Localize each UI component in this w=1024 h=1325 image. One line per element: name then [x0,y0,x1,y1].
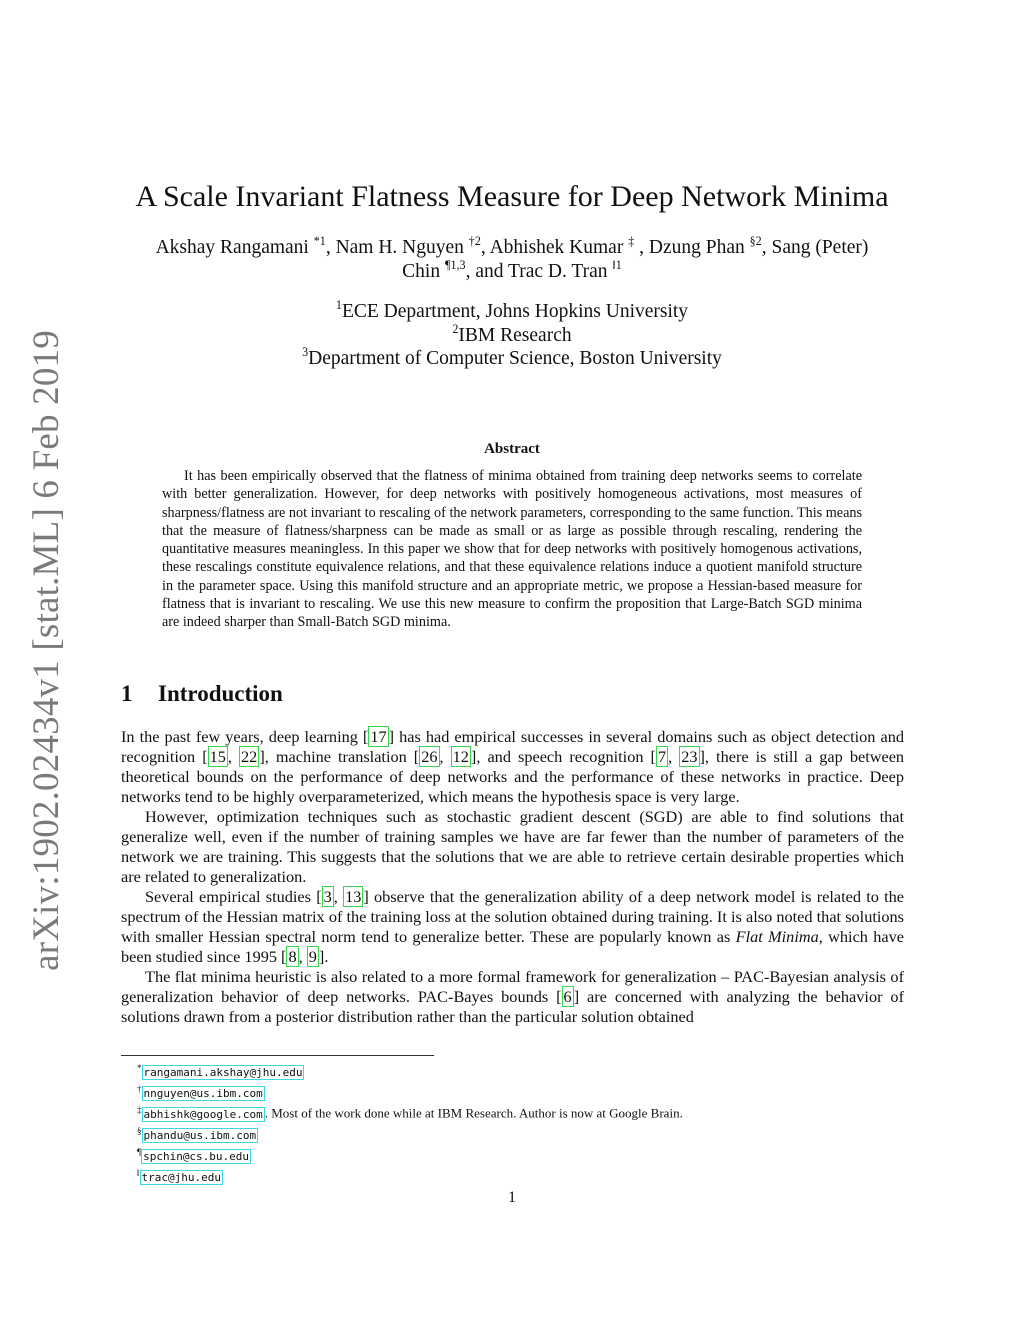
affiliation [180,321,844,348]
author-name: Trac D. Tran [508,261,608,282]
citation-link[interactable]: 12 [452,747,469,766]
footnote [137,1081,857,1102]
affiliation-number: 2 [452,321,459,336]
footnote-mark: ¶ [137,1147,142,1157]
affiliation [180,347,844,371]
footnote-mark: § [137,1126,142,1136]
affiliation [180,300,844,324]
paragraph [121,807,904,887]
paragraph [121,967,904,1027]
text-run: , [439,747,451,766]
email-link[interactable]: rangamani.akshay@jhu.edu [143,1065,303,1079]
affiliation-number: 1 [335,298,342,313]
citation-link[interactable]: 17 [370,727,387,746]
citation-link[interactable]: 13 [345,887,362,906]
footnote [137,1165,857,1186]
email-link[interactable]: spchin@cs.bu.edu [143,1149,250,1163]
page-number: 1 [508,1189,516,1206]
text-run: Several empirical studies [ [145,887,322,906]
affiliation-name: Department of Computer Science, Boston University [308,348,722,369]
footnote-mark: ‖ [137,1168,140,1178]
text-run: ] has had empirical successes in several domains such as object detection and recognition [ [121,727,904,766]
author-mark: ‖1 [612,258,622,273]
author-name: Akshay Rangamani [155,237,309,258]
footnote-mark: † [137,1084,142,1094]
email-link[interactable]: nnguyen@us.ibm.com [143,1086,263,1100]
footnote [137,1144,857,1165]
author-name: Nam H. Nguyen [335,237,464,258]
text-run: However, optimization techniques such as stochastic gradient descent (SGD) are able to find solutions that generalize well, even if the number of training samples we have are far fewer than the number of parameters of the network we are training. This suggests that the solutions that we are able to retrieve certain desirable properties which are related to generalization. [121,807,904,886]
text-run: , [298,947,307,966]
paragraph [121,887,904,967]
email-link[interactable]: abhishk@google.com [143,1107,263,1121]
email-link[interactable]: phandu@us.ibm.com [143,1128,257,1142]
footnote-divider [121,1055,434,1056]
text-run: , which have been studied since 1995 [ [121,927,905,966]
text-run: In the past few years, deep learning [ [121,727,369,746]
footnote-mark: ‡ [137,1105,142,1115]
citation-link[interactable]: 15 [209,747,226,766]
text-run: , [227,747,240,766]
citation-link[interactable]: 26 [421,747,438,766]
footnote-mark: * [137,1063,142,1073]
text-run: The flat minima heuristic is also related to a more formal framework for generalization – PAC-Bayesian analysis of generalization behavior of deep networks. PAC-Bayes bounds [ [121,967,904,1006]
author-name: Sang (Peter) Chin [402,237,869,282]
affiliation-list [180,300,844,371]
author-mark: ¶1,3 [444,258,466,273]
emphasized-term: Flat Minima [735,927,819,946]
author-list: Akshay Rangamani $^{*1}$, Nam H. Nguyen $^{\dagger 2}$, Abhishek Kumar ‡ , Dzung Phan $^{\S 2}$, Sang (Peter) Chin $^{\P 1,3}$, and Trac D. Tran $^{‖1}$ [155,234,869,282]
citation-link[interactable]: 9 [308,947,317,966]
section-number: 1 [121,681,133,706]
footnotes [137,1060,857,1186]
text-run: ], there is still a gap between theoretical bounds on the performance of deep networks and the performance of these networks in practice. Deep networks tend to be highly overparameterized, which means the hypothesis space is very large. [121,747,905,806]
text-run: ] observe that the generalization ability of a deep network model is related to the spectrum of the Hessian matrix of the training loss at the solution obtained during training. It is also noted that solutions with smaller Hessian spectral norm tend to generalize better. These are popularly known as [121,887,905,946]
section-body [121,727,904,1027]
author-mark: †2 [468,234,481,249]
abstract-heading: Abstract [484,441,540,457]
affiliation-number: 3 [302,345,309,360]
citation-link[interactable]: 6 [563,987,572,1006]
author-mark: §2 [749,234,762,249]
paragraph [121,727,904,807]
paper-title: A Scale Invariant Flatness Measure for Deep Network Minima [135,180,889,213]
section-title: Introduction [158,681,283,706]
section-heading [121,681,721,707]
author-mark: ‡ [628,234,635,249]
text-run: , [668,747,680,766]
abstract-text: It has been empirically observed that the flatness of minima obtained from training deep networks seems to correlate with better generalization. However, for deep networks with positively homogeneous activations, most measures of sharpness/flatness are not invariant to rescaling of the network parameters, corresponding to the same function. This means that the measure of flatness/sharpness can be made as small or as large as possible through rescaling, rendering the quantitative measures meaningless. In this paper we show that for deep networks with positively homogenous activations, these rescalings constitute equivalence relations, and that these equivalence relations induce a quotient manifold structure in the parameter space. Using this manifold structure and an appropriate metric, we propose a Hessian-based measure for flatness that is invariant to rescaling. We use this new measure to confirm the proposition that Large-Batch SGD minima are indeed sharper than Small-Batch SGD minima. [162,468,862,631]
citation-link[interactable]: 22 [241,747,258,766]
arxiv-identifier-text: arXiv:1902.02434v1 [stat.ML] 6 Feb 2019 [25,329,67,971]
affiliation-name: IBM Research [458,324,572,346]
citation-link[interactable]: 3 [323,887,332,906]
text-run: ], and speech recognition [ [470,747,656,766]
email-link[interactable]: trac@jhu.edu [141,1170,222,1184]
author-mark: *1 [313,234,326,249]
footnote [137,1060,857,1081]
text-run: ]. [318,947,329,966]
citation-link[interactable]: 23 [681,747,698,766]
author-name: Dzung Phan [648,237,745,258]
text-run: , [333,887,344,906]
author-name: Abhishek Kumar [489,237,624,258]
text-run: ], machine translation [ [259,747,420,766]
arxiv-identifier [22,329,70,971]
text-run: ] are concerned with analyzing the behavior of solutions drawn from a posterior distribution rather than the particular solution obtained [121,987,904,1026]
footnote-note: . Most of the work done while at IBM Research. Author is now at Google Brain. [264,1105,683,1121]
affiliation-name: ECE Department, Johns Hopkins University [341,301,689,322]
citation-link[interactable]: 8 [288,947,297,966]
footnote [137,1102,857,1123]
footnote [137,1123,857,1144]
citation-link[interactable]: 7 [657,747,667,766]
